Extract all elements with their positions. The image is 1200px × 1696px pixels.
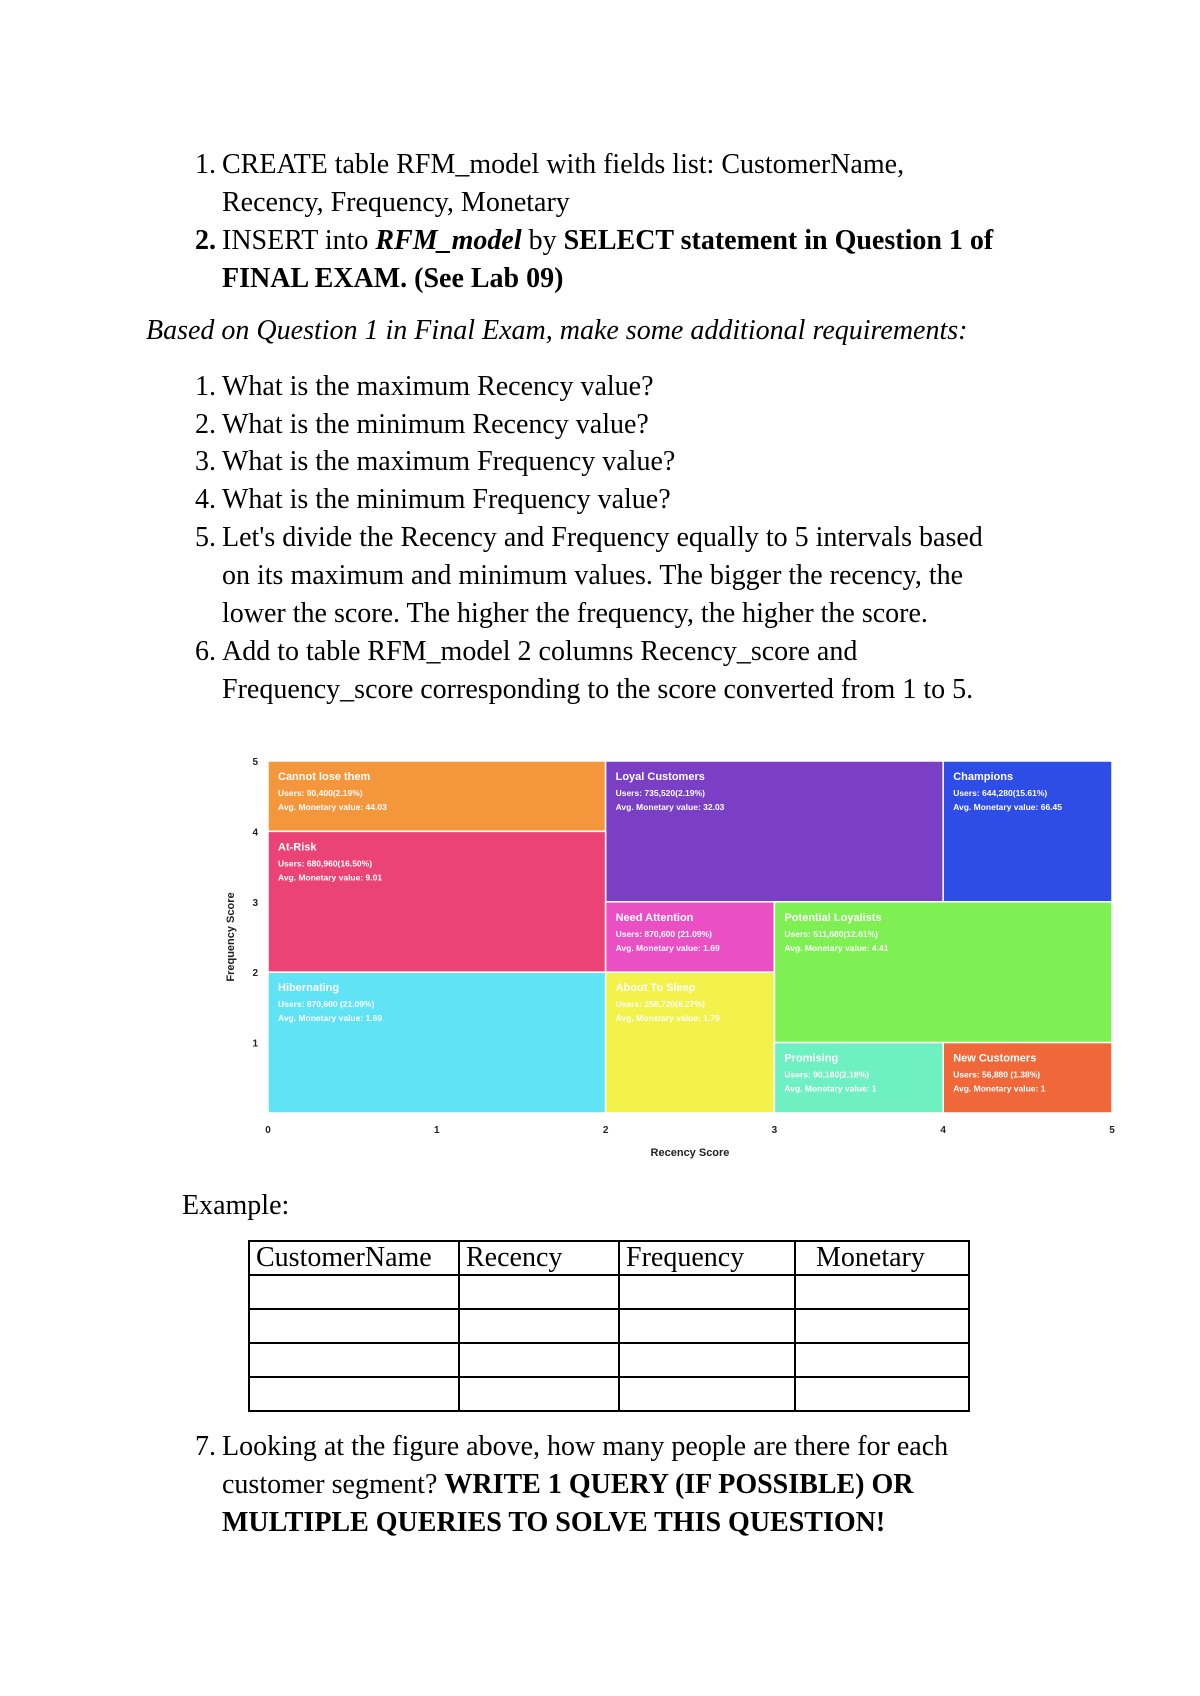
segment-name: Loyal Customers	[615, 771, 705, 783]
list-text-line: What is the minimum Recency value?	[222, 409, 649, 440]
segment-avg-monetary: Avg. Monetary value: 9.01	[278, 872, 383, 883]
table-cell	[619, 1377, 795, 1411]
segment-rect	[268, 831, 606, 972]
list2-item-3	[172, 443, 1072, 481]
list-number: 7.	[195, 1431, 216, 1462]
insert-text: INSERT into	[222, 225, 376, 256]
segment-avg-monetary: Avg. Monetary value: 66.45	[953, 802, 1063, 812]
list2-item-6	[172, 633, 1072, 709]
list-text-line	[222, 1466, 1122, 1504]
segment-users: Users: 90,160(2.18%)	[784, 1069, 869, 1080]
list-number: 5.	[195, 522, 216, 553]
segment-users: Users: 258,720(6.27%)	[615, 999, 705, 1010]
table-header-cell: Recency	[459, 1241, 619, 1275]
table-row	[249, 1377, 969, 1411]
segment-name: New Customers	[953, 1052, 1037, 1065]
list-number: 4.	[195, 484, 216, 515]
list-text-line: Frequency_score corresponding to the score converted from 1 to 5.	[222, 674, 974, 705]
list-number: 3.	[195, 446, 216, 477]
x-tick-label: 5	[1109, 1125, 1115, 1136]
segment-avg-monetary: Avg. Monetary value: 1.79	[615, 1013, 720, 1024]
segment-users: Users: 644,280(15.61%)	[953, 788, 1048, 798]
table-cell	[459, 1343, 619, 1377]
segment-name: Potential Loyalists	[784, 911, 882, 924]
table-cell	[459, 1275, 619, 1309]
segment-name: Promising	[784, 1052, 839, 1065]
y-axis-label: Frequency Score	[225, 892, 237, 982]
list-number: 2.	[195, 409, 216, 440]
segment-avg-monetary: Avg. Monetary value: 4.41	[784, 942, 889, 953]
segment-name: Champions	[953, 771, 1014, 783]
by-text: by	[521, 225, 564, 256]
segment-name: Hibernating	[278, 982, 340, 995]
table-cell	[795, 1309, 969, 1343]
list-text-line: FINAL EXAM. (See Lab 09)	[222, 263, 564, 294]
table-cell	[619, 1343, 795, 1377]
table-cell	[795, 1343, 969, 1377]
x-tick-label: 4	[940, 1125, 946, 1136]
table-name-text: RFM_model	[375, 225, 522, 256]
segment-avg-monetary: Avg. Monetary value: 1.69	[278, 1013, 383, 1024]
segment-users: Users: 870,600 (21.09%)	[615, 928, 713, 939]
table-cell	[249, 1309, 459, 1343]
x-tick-label: 3	[771, 1125, 778, 1136]
list-number: 2.	[195, 225, 216, 256]
table-cell	[249, 1343, 459, 1377]
table-cell	[619, 1275, 795, 1309]
question-7	[172, 1428, 1132, 1542]
segment-avg-monetary: Avg. Monetary value: 1	[953, 1083, 1046, 1094]
list-text-line: CREATE table RFM_model with fields list: CustomerName,	[222, 149, 905, 180]
table-cell	[795, 1377, 969, 1411]
list2-item-1	[172, 368, 1072, 406]
segment-name: Cannot lose them	[278, 771, 371, 783]
segment-name: Need Attention	[615, 911, 694, 924]
list-text-line: MULTIPLE QUERIES TO SOLVE THIS QUESTION!	[222, 1507, 886, 1538]
table-cell	[459, 1377, 619, 1411]
segment-users: Users: 680,960(16.50%)	[278, 858, 373, 869]
list-text-line: Looking at the figure above, how many people are there for each	[222, 1431, 949, 1462]
table-cell	[249, 1275, 459, 1309]
segment-users: Users: 90,400(2.19%)	[278, 788, 363, 798]
x-tick-label: 1	[434, 1125, 440, 1136]
table-header-cell: Monetary	[795, 1241, 969, 1275]
list-text-line: Add to table RFM_model 2 columns Recency_score and	[222, 636, 858, 667]
table-header-row	[249, 1241, 969, 1275]
y-tick-label: 2	[252, 968, 258, 980]
y-tick-label: 3	[252, 897, 258, 909]
y-tick-label: 5	[252, 757, 258, 768]
x-axis-label: Recency Score	[650, 1147, 730, 1159]
list-text-line: What is the minimum Frequency value?	[222, 484, 671, 515]
q7-bold-text: WRITE 1 QUERY (IF POSSIBLE) OR	[444, 1469, 914, 1500]
segment-avg-monetary: Avg. Monetary value: 1	[784, 1083, 877, 1094]
segment-avg-monetary: Avg. Monetary value: 1.69	[615, 942, 720, 953]
table-cell	[249, 1377, 459, 1411]
y-tick-label: 4	[252, 827, 258, 839]
list-text-line: lower the score. The higher the frequency, the higher the score.	[222, 598, 928, 629]
y-tick-label: 1	[252, 1038, 258, 1050]
x-tick-label: 2	[602, 1125, 609, 1136]
list-text-line: on its maximum and minimum values. The bigger the recency, the	[222, 560, 964, 591]
list-text-line	[222, 222, 1102, 260]
segment-users: Users: 511,680(12.61%)	[784, 928, 878, 939]
segment-users: Users: 735,520(2.19%)	[615, 788, 705, 798]
x-tick-label: 0	[265, 1125, 271, 1136]
table-header-cell: Frequency	[619, 1241, 795, 1275]
list1-item-1	[172, 146, 1072, 222]
table-cell	[459, 1309, 619, 1343]
list1-item-2	[172, 222, 1072, 298]
select-text: SELECT statement in Question 1 of	[563, 225, 994, 256]
list2-item-4	[172, 481, 1072, 519]
table-row	[249, 1343, 969, 1377]
list-text-line: Recency, Frequency, Monetary	[222, 187, 570, 218]
segment-name: About To Sleep	[615, 982, 696, 995]
list-text-line: What is the maximum Frequency value?	[222, 446, 676, 477]
rfm-segment-chart	[212, 745, 1132, 1165]
list-text-line: What is the maximum Recency value?	[222, 371, 654, 402]
segment-users: Users: 56,880 (1.38%)	[953, 1069, 1041, 1080]
list-number: 1.	[195, 371, 216, 402]
list-number: 1.	[195, 149, 216, 180]
example-table	[248, 1240, 970, 1412]
segment-avg-monetary: Avg. Monetary value: 32.03	[615, 802, 725, 812]
table-row	[249, 1275, 969, 1309]
example-label: Example:	[182, 1190, 290, 1221]
segment-name: At-Risk	[278, 841, 317, 854]
table-header-cell: CustomerName	[249, 1241, 459, 1275]
intro-text: Based on Question 1 in Final Exam, make some additional requirements:	[146, 315, 968, 346]
table-cell	[619, 1309, 795, 1343]
list-number: 6.	[195, 636, 216, 667]
list2-item-5	[172, 519, 1072, 633]
table-cell	[795, 1275, 969, 1309]
segment-users: Users: 870,600 (21.09%)	[278, 999, 375, 1010]
q7-plain-text: customer segment?	[222, 1469, 445, 1500]
list2-item-2	[172, 406, 1072, 444]
list-text-line: Let's divide the Recency and Frequency equally to 5 intervals based	[222, 522, 983, 553]
segment-avg-monetary: Avg. Monetary value: 44.03	[278, 802, 387, 812]
table-row	[249, 1309, 969, 1343]
